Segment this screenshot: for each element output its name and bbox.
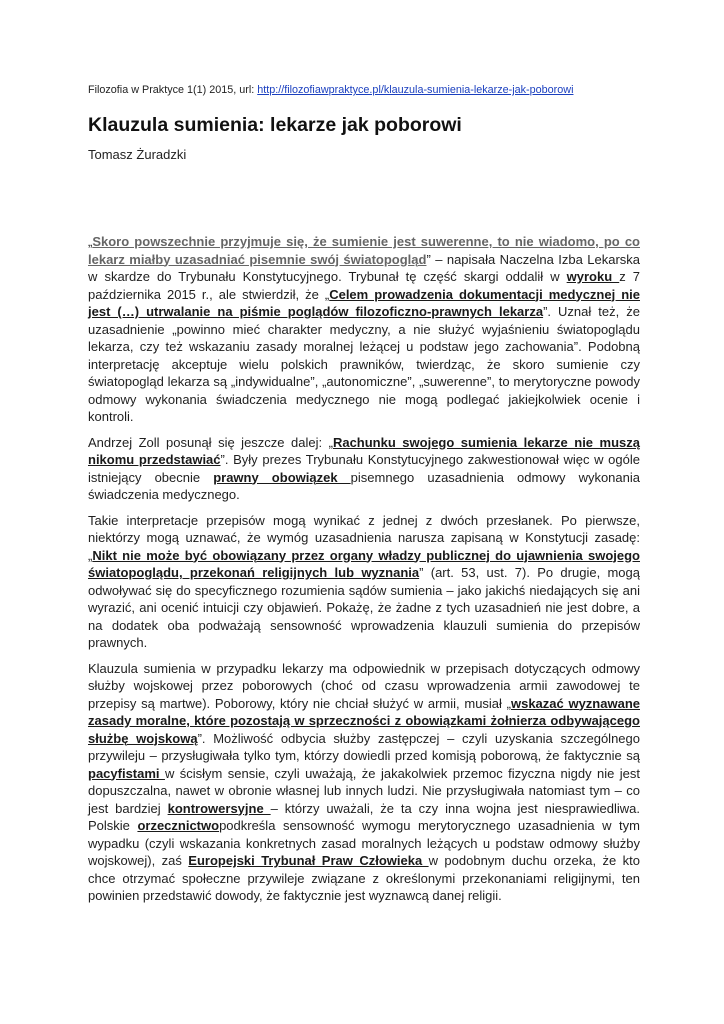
text-run: ” (art. 53, ust. 7). Po drugie, mogą odwoływać się do specyficznego rozumienia sądów sumienia – jako jakichś niedających się ani wyrazić, ani ocenić intuicji czy objawień. Pokażę, że żadne z tych uzasadnień nie jest dobre, a na dodatek oba podważają sensowność wprowadzenia klauzuli sumienia do przepisów prawnych. (88, 565, 640, 650)
text-run: Andrzej Zoll posunął się jeszcze dalej: „ (88, 434, 333, 450)
tribunal-quote-link[interactable]: Celem prowadzenia dokumentacji medycznej nie jest (…) utrwalanie na piśmie poglądów filozoficzno-prawnych lekarza (88, 286, 640, 319)
text-run: ” – napisała Naczelna Izba Lekarska w skardze do Trybunału Konstytucyjnego. Trybunał tę część skargi oddalił w (88, 251, 640, 284)
article-url-link[interactable]: http://filozofiawpraktyce.pl/klauzula-sumienia-lekarze-jak-poborowi (257, 84, 574, 96)
citation-text: Filozofia w Praktyce 1(1) 2015, url: (88, 84, 258, 96)
article-title: Klauzula sumienia: lekarze jak poborowi (88, 114, 462, 136)
text-run: z 7 października 2015 r., ale stwierdził, że „ (88, 269, 641, 302)
pacifists-link[interactable]: pacyfistami (88, 765, 165, 781)
constitution-quote-link[interactable]: Nikt nie może być obowiązany przez organy władzy publicznej do ujawnienia swojego światopoglądu, przekonań religijnych lub wyznania (88, 547, 640, 580)
paragraph-4 (88, 660, 640, 905)
paragraph-3 (88, 512, 640, 652)
echr-link[interactable]: Europejski Trybunał Praw Człowieka (188, 853, 429, 868)
conscript-quote-link[interactable]: wskazać wyznawane zasady moralne, które pozostają w sprzeczności z obowiązkami żołnierza odbywającego służbę wojskową (88, 695, 640, 746)
text-run: – którzy uważali, że ta czy inna wojna jest niesprawiedliwa. Polskie (88, 800, 641, 833)
text-run: ”. Były prezes Trybunału Konstytucyjnego zakwestionował więc w ogóle istniejący obecnie (88, 452, 640, 485)
text-run: podkreśla sensowność wymogu merytorycznego uzasadnienia w tym wypadku (czyli wskazania konkretnych zasad moralnych leżących u podstaw odmowy służby wojskowej), zaś (88, 818, 640, 868)
citation-header (88, 84, 573, 96)
text-run: ”. Możliwość odbycia służby zastępczej – czyli uzyskania szczególnego przywileju – przysługiwała tylko tym, którzy dowiedli przed komisją poborową, że faktycznie są (88, 730, 640, 763)
article-author: Tomasz Żuradzki (88, 147, 187, 162)
text-run: „ (88, 234, 93, 249)
quote-link-nil[interactable]: Skoro powszechnie przyjmuje się, że sumienie jest suwerenne, to nie wiadomo, po co lekarz miałby uzasadniać pisemnie swój światopogląd (88, 234, 640, 267)
paragraph-2 (88, 434, 640, 504)
text-run: w podobnym duchu orzeka, że kto chce otrzymać społeczne przywileje związane z określonymi przekonaniami religijnymi, ten powinien przedstawić dowody, że faktycznie jest wyznawcą danej religii. (88, 853, 641, 903)
text-run: ”. Uznał też, że uzasadnienie „powinno mieć charakter medyczny, a nie służyć wyjaśnieniu światopoglądu lekarza, czy też wskazaniu zasady moralnej leżącej u podstaw jego zachowania”. Podobną interpretację akceptuje wielu polskich prawników, twierdząc, że skoro sumienie czy światopogląd lekarza są „indywidualne”, „autonomiczne”, „suwerenne”, to merytoryczne powody odmowy wykonania świadczenia medycznego nie mogą podlegać jakiejkolwiek ocenie i kontroli. (88, 304, 640, 424)
verdict-link[interactable]: wyroku (566, 269, 620, 284)
article-body (88, 233, 640, 913)
text-run: w ścisłym sensie, czyli uważają, że jakakolwiek przemoc fizyczna nigdy nie jest dopuszczalna, nawet w obronie własnej lub innych ludzi. Nie przysługiwała natomiast tym – co jest bardziej (88, 765, 640, 816)
paragraph-1 (88, 233, 640, 426)
text-run: pisemnego uzasadnienia odmowy wykonania świadczenia medycznego. (88, 469, 640, 502)
controversial-link[interactable]: kontrowersyjne (167, 800, 271, 816)
case-law-link[interactable]: orzecznictwo (137, 818, 220, 833)
text-run: Takie interpretacje przepisów mogą wynikać z jednej z dwóch przesłanek. Po pierwsze, niektórzy mogą uznawać, że wymóg uzasadnienia narusza zapisaną w Konstytucji zasadę: „ (88, 512, 640, 563)
zoll-quote-link[interactable]: Rachunku swojego sumienia lekarze nie muszą nikomu przedstawiać (88, 434, 640, 467)
text-run: Klauzula sumienia w przypadku lekarzy ma odpowiednik w przepisach dotyczących odmowy służby wojskowej przez poborowych (choć od czasu wprowadzenia armii zawodowej te przepisy są martwe). Poborowy, który nie chciał służyć w armii, musiał „ (88, 660, 640, 711)
legal-duty-link[interactable]: prawny obowiązek (213, 469, 351, 485)
